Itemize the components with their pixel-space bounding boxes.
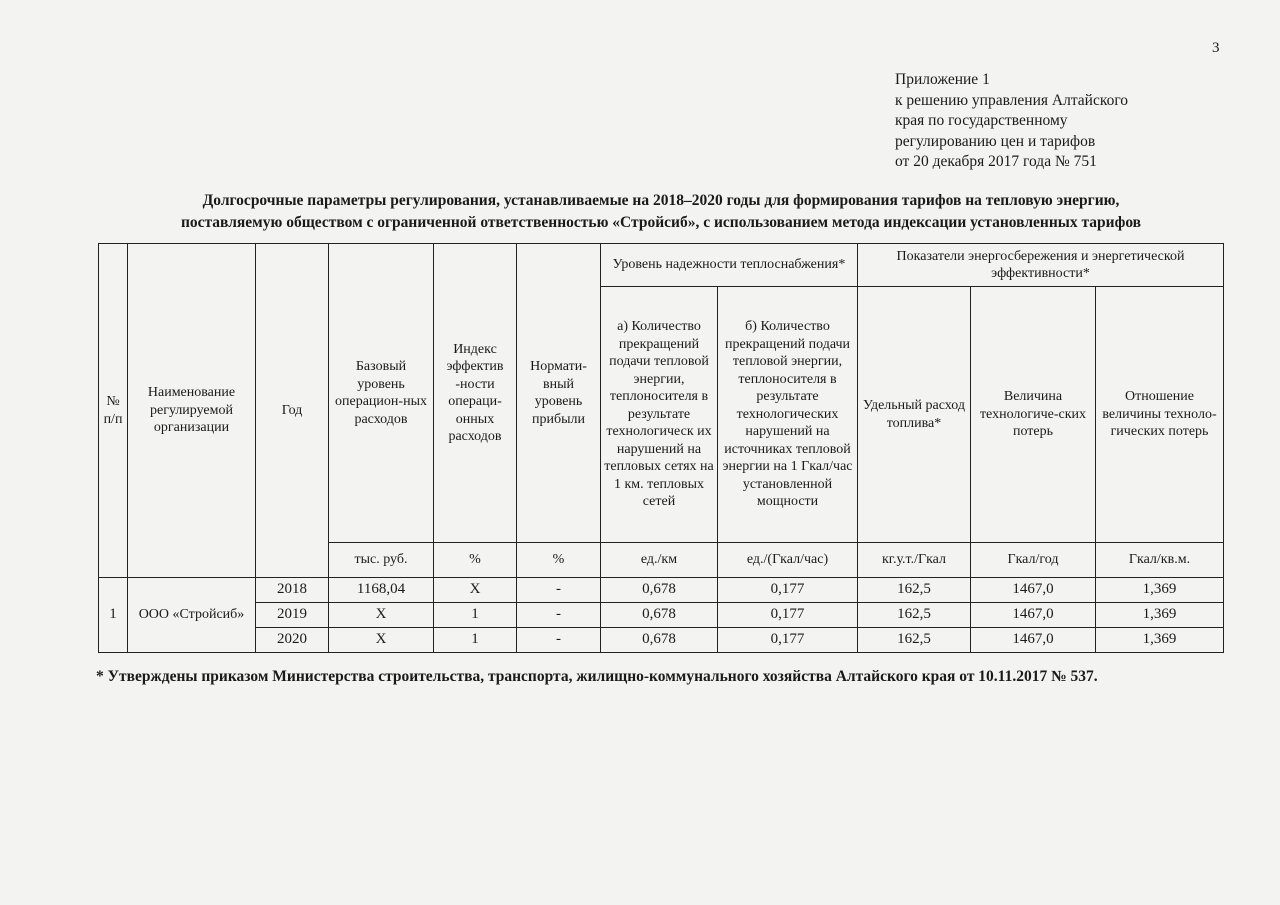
cell: 2019: [256, 603, 329, 628]
cell: -: [517, 578, 601, 603]
header-year: Год: [256, 244, 329, 578]
cell: 2020: [256, 628, 329, 653]
header-fuel: Удельный расход топлива*: [858, 287, 971, 543]
table-row: [99, 603, 1224, 628]
unit: Гкал/год: [971, 543, 1096, 578]
cell: 1168,04: [329, 578, 434, 603]
cell: 1: [434, 603, 517, 628]
cell: 1: [434, 628, 517, 653]
cell: X: [434, 578, 517, 603]
org-name: ООО «Стройсиб»: [128, 578, 256, 653]
cell: 1,369: [1096, 603, 1224, 628]
appendix-line: края по государственному: [895, 112, 1068, 129]
cell: 1,369: [1096, 628, 1224, 653]
header-num: № п/п: [99, 244, 128, 578]
cell: 1,369: [1096, 578, 1224, 603]
cell: 1467,0: [971, 578, 1096, 603]
appendix-note: [895, 70, 1128, 173]
document-title: [96, 190, 1226, 234]
cell: -: [517, 628, 601, 653]
cell: -: [517, 603, 601, 628]
org-number: 1: [99, 578, 128, 653]
table-row: [99, 628, 1224, 653]
header-reliability: Уровень надежности теплоснабжения*: [601, 244, 858, 287]
appendix-line: от 20 декабря 2017 года № 751: [895, 153, 1097, 170]
unit: кг.у.т./Гкал: [858, 543, 971, 578]
header-energy: Показатели энергосбережения и энергетической эффективности*: [858, 244, 1224, 287]
cell: 0,678: [601, 603, 718, 628]
cell: 1467,0: [971, 628, 1096, 653]
cell: 0,678: [601, 578, 718, 603]
unit: Гкал/кв.м.: [1096, 543, 1224, 578]
parameters-table: [98, 243, 1224, 653]
cell: 162,5: [858, 578, 971, 603]
header-index: Индекс эффектив -ности операци-онных расходов: [434, 244, 517, 543]
cell: X: [329, 628, 434, 653]
header-rel-a: а) Количество прекращений подачи тепловой энергии, теплоносителя в результате технологическ их нарушений на тепловых сетях на 1 км. тепловых сетей: [601, 287, 718, 543]
unit: %: [434, 543, 517, 578]
page-number: 3: [1212, 40, 1220, 56]
cell: 162,5: [858, 628, 971, 653]
title-line: поставляемую обществом с ограниченной ответственностью «Стройсиб», с использованием метода индексации установленных тарифов: [180, 214, 1142, 231]
appendix-line: к решению управления Алтайского: [895, 91, 1129, 109]
cell: 1467,0: [971, 603, 1096, 628]
cell: 2018: [256, 578, 329, 603]
unit: ед./(Гкал/час): [718, 543, 858, 578]
title-line: Долгосрочные параметры регулирования, устанавливаемые на 2018–2020 годы для формирования тарифов на тепловую энергию,: [202, 192, 1120, 209]
appendix-line: регулированию цен и тарифов: [895, 132, 1096, 150]
cell: 0,678: [601, 628, 718, 653]
cell: 0,177: [718, 603, 858, 628]
cell: 162,5: [858, 603, 971, 628]
unit: ед./км: [601, 543, 718, 578]
unit: %: [517, 543, 601, 578]
header-losses: Величина технологиче-ских потерь: [971, 287, 1096, 543]
cell: 0,177: [718, 628, 858, 653]
cell: X: [329, 603, 434, 628]
header-profit: Нормати-вный уровень прибыли: [517, 244, 601, 543]
header-base: Базовый уровень операцион-ных расходов: [329, 244, 434, 543]
header-ratio: Отношение величины техноло-гических потерь: [1096, 287, 1224, 543]
footnote: * Утверждены приказом Министерства строительства, транспорта, жилищно-коммунального хозяйства Алтайского края от 10.11.2017 № 537.: [96, 668, 1098, 685]
header-org: Наименование регулируемой организации: [128, 244, 256, 578]
unit: тыс. руб.: [329, 543, 434, 578]
cell: 0,177: [718, 578, 858, 603]
header-rel-b: б) Количество прекращений подачи тепловой энергии, теплоносителя в результате технологических нарушений на источниках тепловой энергии на 1 Гкал/час установленной мощности: [718, 287, 858, 543]
appendix-line: Приложение 1: [895, 71, 990, 88]
table-row: [99, 578, 1224, 603]
